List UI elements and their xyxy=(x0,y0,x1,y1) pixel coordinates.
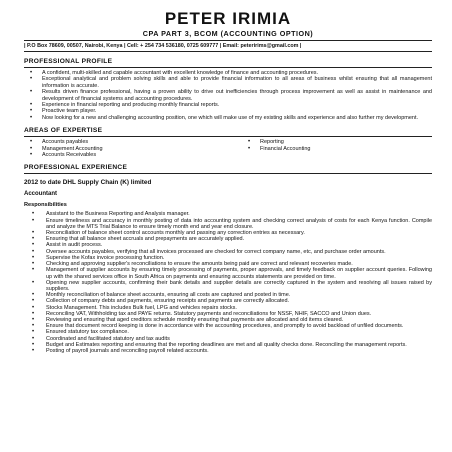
list-item: • Reviewing and ensuring that aged creditors schedule monthly ensuring that payments are allocated and old items cleared. xyxy=(24,317,432,323)
list-item: • Oversee accounts payables, verifying that all invoices processed are checked for correct company name, etc, and purchase order amounts. xyxy=(24,249,432,255)
candidate-name: PETER IRIMIA xyxy=(164,9,292,28)
expertise-list-right xyxy=(242,139,310,158)
list-item: • Coordinated and facilitated statutory and tax audits xyxy=(24,336,432,342)
expertise-columns xyxy=(24,139,432,158)
list-item: • Supervise the Kofax invoice processing function. xyxy=(24,255,432,261)
list-item: • Experience in financial reporting and producing monthly financial reports. xyxy=(24,102,432,108)
list-item: • Budget and Estimates reporting and ensuring that the reporting deadlines are met and all quality checks done. Reconciling the management reports. xyxy=(24,342,432,348)
list-item: • Ensure timeliness and accuracy in monthly posting of data into accounting system and checking correct analysis of costs for each Kenya function. Compile and analyze the MTS Trial Balance to ensure timely month end and year end closure. xyxy=(24,218,432,230)
list-item: • Management of supplier accounts by ensuring timely processing of payments, proper approvals, and timely feedback on supplier account queries. Following up with the shared services office in South Africa on payments and ensuring accounts statements are provided on time. xyxy=(24,267,432,279)
list-item: • Opening new supplier accounts, confirming their bank details and supplier details are correctly captured in the system and resolving all issues raised by suppliers. xyxy=(24,280,432,292)
list-item: • Accounts Receivables xyxy=(24,152,242,158)
list-item: • Ensure that document record keeping is done in accordance with the accounting procedures, and promptly to avoid backload of unfiled documents. xyxy=(24,323,432,329)
list-item: • Assist in audit process. xyxy=(24,242,432,248)
job-role: Accountant xyxy=(24,191,57,198)
list-item: • Assistant to the Business Reporting and Analysis manager. xyxy=(24,211,432,217)
list-item: • Checking and approving supplier's reconciliations to ensure the amounts being paid are correct and relevant recoveries made. xyxy=(24,261,432,267)
candidate-qualification: CPA PART 3, BCOM (ACCOUNTING OPTION) xyxy=(142,29,314,38)
section-heading-experience: PROFESSIONAL EXPERIENCE xyxy=(24,164,432,174)
list-item: • Management Accounting xyxy=(24,146,242,152)
responsibilities-label: Responsibilities xyxy=(24,202,67,209)
list-item: • Reconciliation of balance sheet control accounts monthly and passing any correction entries as necessary. xyxy=(24,230,432,236)
section-heading-expertise: AREAS OF EXPERTISE xyxy=(24,127,432,137)
list-item: • Reporting xyxy=(242,139,310,145)
list-item: • Monthly reconciliation of balance sheet accounts, ensuring all costs are captured and posted in time. xyxy=(24,292,432,298)
responsibilities-list xyxy=(24,211,432,354)
list-item: • Proactive team player. xyxy=(24,108,432,114)
list-item: • Now looking for a new and challenging accounting position, one which will make use of my existing skills and experience and also further my development. xyxy=(24,115,432,121)
section-heading-profile: PROFESSIONAL PROFILE xyxy=(24,58,432,68)
list-item: • Accounts payables xyxy=(24,139,242,145)
list-item: • Posting of payroll journals and reconciling payroll related accounts. xyxy=(24,348,432,354)
list-item: • Ensuring that all balance sheet accruals and prepayments are accurately applied. xyxy=(24,236,432,242)
list-item: • Exceptional analytical and problem solving skills and able to provide financial information to all areas of business whilst ensuring that all management information is accurate. xyxy=(24,76,432,89)
list-item: • Financial Accounting xyxy=(242,146,310,152)
expertise-list-left xyxy=(24,139,242,158)
list-item: • A confident, multi-skilled and capable accountant with excellent knowledge of finance and accounting procedures. xyxy=(24,70,432,76)
list-item: • Collection of company debts and payments, ensuring receipts and payments are correctly allocated. xyxy=(24,298,432,304)
contact-line: | P.O Box 78609, 00507, Nairobi, Kenya | Cell: + 254 734 536180, 0725 609777 | Email: peteririms@gmail.com | xyxy=(24,40,432,52)
list-item: • Reconciling VAT, Withholding tax and PAYE returns. Statutory payments and reconciliations for NSSF, NHIF, SACCO and Union dues. xyxy=(24,311,432,317)
list-item: • Results driven finance professional, having a proven ability to drive out inefficiencies through process improvement as well as assist in maintenance and development of financial systems and accounting procedures. xyxy=(24,89,432,102)
profile-list xyxy=(24,70,432,121)
job-title: 2012 to date DHL Supply Chain (K) limited xyxy=(24,179,152,187)
list-item: • Ensured statutory tax compliance. xyxy=(24,329,432,335)
list-item: • Stocks Management. This includes Bulk fuel, LPG and vehicles repairs stocks. xyxy=(24,305,432,311)
